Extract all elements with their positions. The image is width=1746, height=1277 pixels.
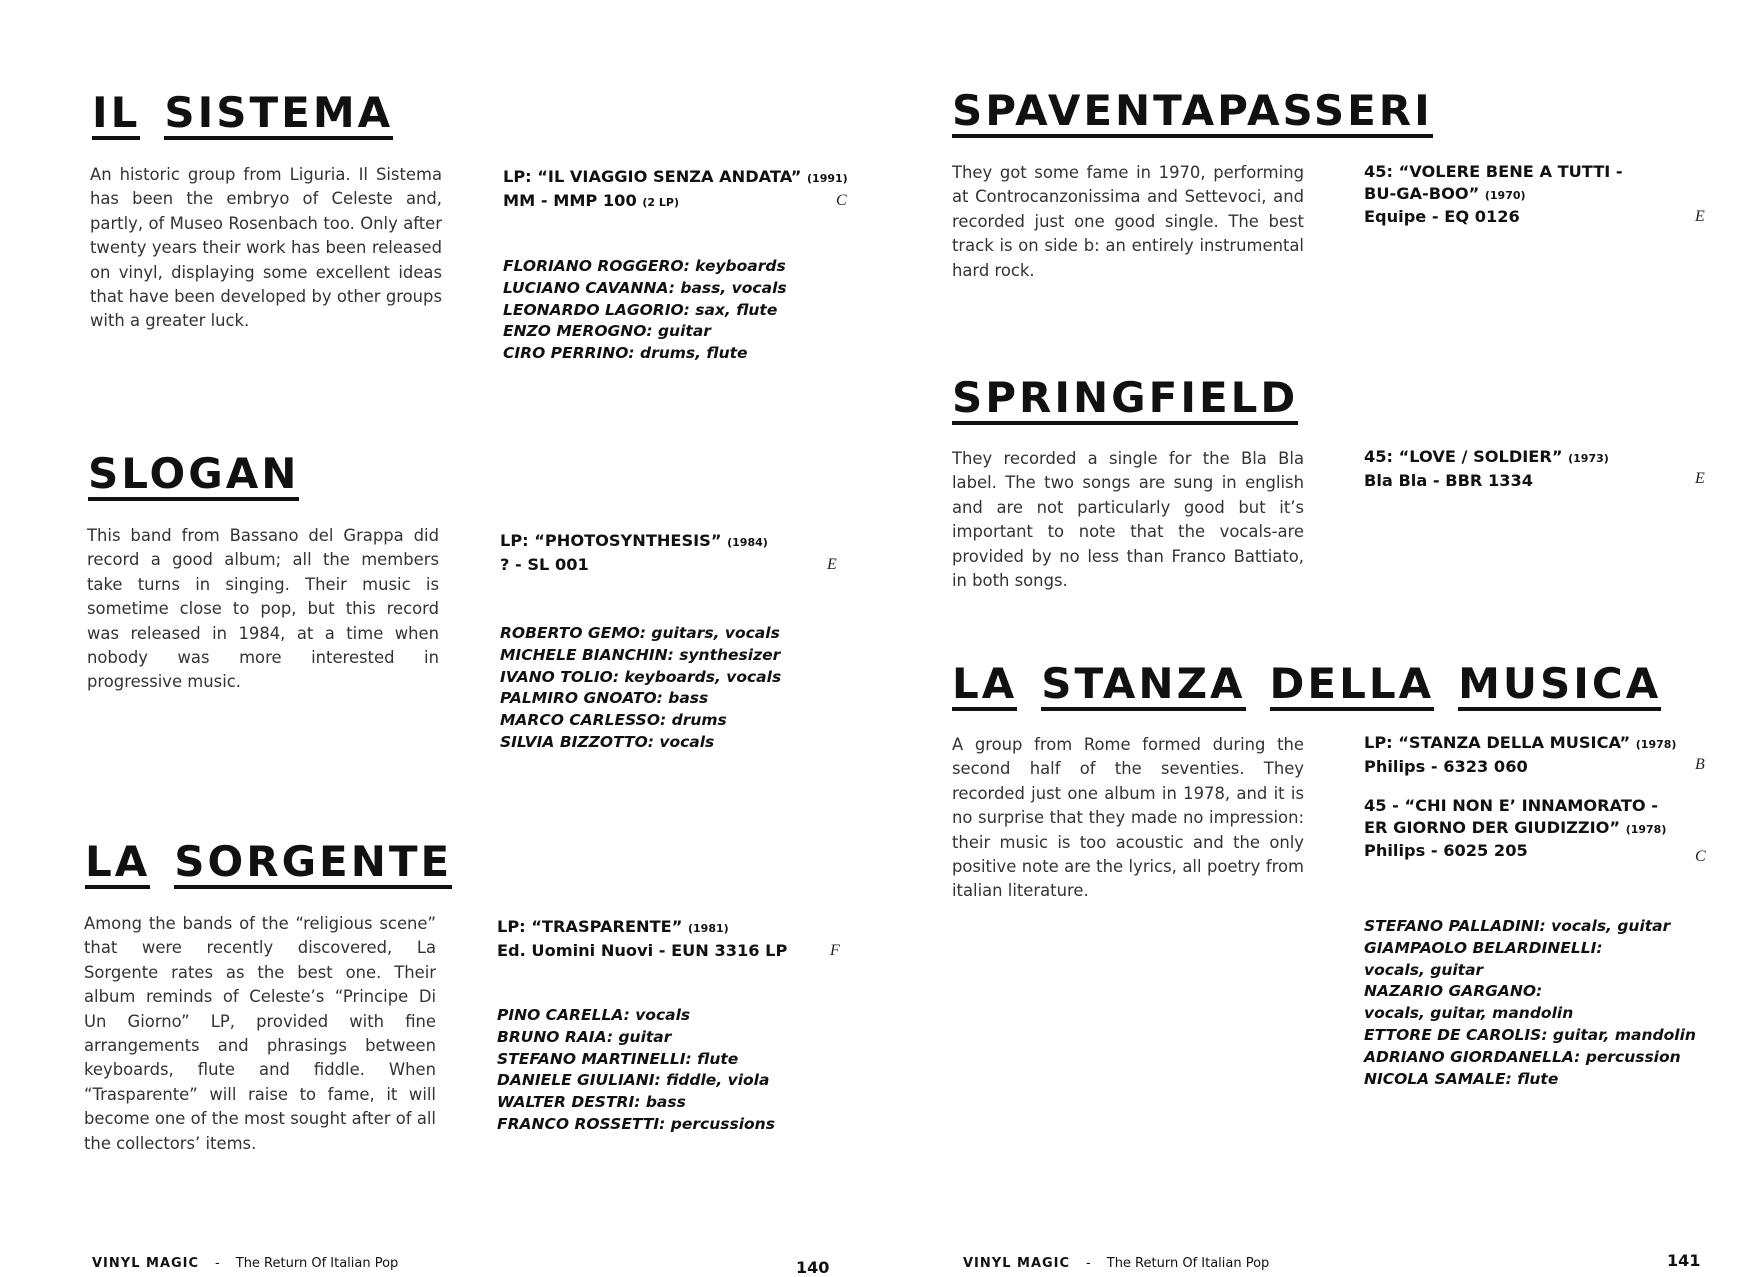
member-line: NAZARIO GARGANO:	[1364, 982, 1543, 1001]
member-line: PALMIRO GNOATO: bass	[500, 689, 709, 708]
footer-left	[92, 1256, 398, 1271]
band-title-slogan	[88, 449, 300, 501]
release-volere-bene	[1364, 161, 1623, 228]
member-line: SILVIA BIZZOTTO: vocals	[500, 732, 715, 751]
members-il-sistema	[503, 256, 787, 365]
release-label: Equipe - EQ 0126	[1364, 207, 1520, 226]
rating-chi-non-e-innamorato: C	[1695, 848, 1706, 865]
member-line: GIAMPAOLO BELARDINELLI:	[1364, 938, 1603, 957]
band-title-il-sistema	[92, 88, 394, 140]
release-year: (1973)	[1568, 452, 1609, 465]
footer-dash: -	[215, 1256, 220, 1271]
footer-brand: VINYL MAGIC	[963, 1256, 1071, 1271]
title-word: LA	[85, 841, 150, 889]
member-line: NICOLA SAMALE: flute	[1364, 1069, 1559, 1088]
member-line: IVANO TOLIO: keyboards, vocals	[500, 667, 782, 686]
member-line: LEONARDO LAGORIO: sax, flute	[503, 300, 778, 319]
title-word: STANZA	[1041, 663, 1245, 711]
footer-brand: VINYL MAGIC	[92, 1256, 200, 1271]
members-la-stanza-della-musica	[1364, 916, 1696, 1090]
title-word: SPAVENTAPASSERI	[952, 90, 1433, 138]
title-word: DELLA	[1270, 663, 1435, 711]
band-title-spaventapasseri	[952, 86, 1433, 138]
member-line: ETTORE DE CAROLIS: guitar, mandolin	[1364, 1025, 1696, 1044]
release-title: LP: “STANZA DELLA MUSICA”	[1364, 733, 1631, 752]
release-title: 45 - “CHI NON E’ INNAMORATO -	[1364, 796, 1658, 815]
band-description-spaventapasseri: They got some fame in 1970, performing at Controcanzonissima and Settevoci, and recorded just one good single. The best track is on side b: an entirely instrumental hard rock.	[952, 163, 1304, 280]
member-line: STEFANO PALLADINI: vocals, guitar	[1364, 917, 1671, 935]
band-title-springfield	[952, 373, 1299, 425]
release-label: MM - MMP 100	[503, 190, 637, 210]
rating-volere-bene: E	[1695, 208, 1705, 225]
page-number-right: 141	[1667, 1251, 1701, 1270]
member-line: ROBERTO GEMO: guitars, vocals	[500, 624, 780, 642]
rating-love-soldier: E	[1695, 470, 1705, 487]
footer-subtitle: The Return Of Italian Pop	[235, 1256, 399, 1271]
footer-dash: -	[1086, 1256, 1091, 1271]
member-line: ENZO MEROGNO: guitar	[503, 322, 711, 341]
member-line: FRANCO ROSSETTI: percussions	[497, 1114, 775, 1133]
title-word: SORGENTE	[174, 841, 452, 889]
rating-trasparente: F	[830, 942, 840, 959]
member-line: vocals, guitar, mandolin	[1364, 1004, 1574, 1023]
release-label: ? - SL 001	[500, 554, 589, 574]
member-line: STEFANO MARTINELLI: flute	[497, 1049, 739, 1068]
rating-il-viaggio: C	[836, 192, 847, 209]
title-word: MUSICA	[1458, 663, 1661, 711]
right-page	[873, 0, 1746, 1272]
release-stanza-lp	[1364, 732, 1676, 777]
release-year: (1970)	[1484, 188, 1526, 202]
release-year: (1984)	[727, 536, 768, 549]
release-title-cont: BU-GA-BOO”	[1364, 183, 1480, 203]
release-title: LP: “IL VIAGGIO SENZA ANDATA”	[503, 167, 802, 186]
release-chi-non-e-innamorato	[1364, 795, 1676, 862]
members-la-sorgente	[497, 1005, 775, 1136]
release-note: (2 LP)	[642, 195, 679, 209]
release-title: 45: “LOVE / SOLDIER”	[1364, 447, 1563, 466]
band-title-la-sorgente	[85, 837, 453, 889]
title-word: LA	[952, 663, 1017, 711]
release-year: (1981)	[687, 922, 729, 935]
rating-stanza-lp: B	[1695, 756, 1705, 773]
member-line: CIRO PERRINO: drums, flute	[503, 344, 748, 363]
release-title: LP: “TRASPARENTE”	[497, 917, 683, 936]
member-line: vocals, guitar	[1364, 960, 1484, 979]
release-label: Ed. Uomini Nuovi - EUN 3316 LP	[497, 940, 788, 960]
release-il-viaggio	[503, 166, 848, 213]
member-line: WALTER DESTRI: bass	[497, 1093, 686, 1112]
member-line: BRUNO RAIA: guitar	[497, 1027, 672, 1046]
release-label: Philips - 6025 205	[1364, 841, 1528, 860]
release-title: 45: “VOLERE BENE A TUTTI -	[1364, 162, 1623, 181]
title-word: IL	[92, 92, 140, 140]
member-line: MARCO CARLESSO: drums	[500, 711, 727, 730]
title-word: SLOGAN	[88, 453, 299, 501]
release-label: Bla Bla - BBR 1334	[1364, 470, 1534, 490]
release-label: Philips - 6323 060	[1364, 756, 1528, 776]
release-love-soldier	[1364, 446, 1609, 491]
release-trasparente	[497, 916, 787, 961]
member-line: LUCIANO CAVANNA: bass, vocals	[503, 278, 787, 297]
band-description-la-stanza-della-musica: A group from Rome formed during the second half of the seventies. They recorded just one album in 1978, and it is no surprise that they made no impression: their music is too acoustic and the only positive note are the lyrics, all poetry from italian literature.	[952, 735, 1304, 901]
footer-subtitle: The Return Of Italian Pop	[1106, 1256, 1270, 1271]
title-word: SPRINGFIELD	[952, 377, 1298, 425]
band-description-slogan: This band from Bassano del Grappa did record a good album; all the members take turns in singing. Their music is sometime close to pop, but this record was released in 1984, at a time when nobody was more interested in progressive music.	[87, 526, 439, 692]
members-slogan	[500, 623, 781, 754]
footer-right	[963, 1256, 1269, 1271]
release-year: (1991)	[807, 172, 848, 185]
member-line: FLORIANO ROGGERO: keyboards	[503, 257, 786, 275]
member-line: PINO CARELLA: vocals	[497, 1006, 691, 1024]
release-year: (1978)	[1635, 738, 1677, 751]
band-description-la-sorgente: Among the bands of the “religious scene” that were recently discovered, La Sorgente rates as the best one. Their album reminds of Celeste’s “Principe Di Un Giorno” LP, provided with fine arrangements and phrasings between keyboards, flute and fiddle. When “Trasparente” will raise to fame, it will become one of the most sought after of all the collectors’ items.	[84, 914, 436, 1153]
band-description-springfield: They recorded a single for the Bla Bla label. The two songs are sung in english and are not particularly good but it’s important to note that the vocals-are provided by no less than Franco Battiato, in both songs.	[952, 449, 1304, 591]
member-line: ADRIANO GIORDANELLA: percussion	[1364, 1047, 1681, 1066]
page-number-left: 140	[796, 1258, 830, 1277]
band-description-il-sistema: An historic group from Liguria. Il Sistema has been the embryo of Celeste and, partly, of Museo Rosenbach too. Only after twenty years their work has been released on vinyl, displaying some excellent ideas that have been developed by other groups with a greater luck.	[90, 165, 442, 331]
release-title: LP: “PHOTOSYNTHESIS”	[500, 531, 722, 550]
member-line: MICHELE BIANCHIN: synthesizer	[500, 645, 781, 664]
releases-la-stanza	[1364, 732, 1676, 880]
rating-photosynthesis: E	[827, 556, 837, 573]
member-line: DANIELE GIULIANI: fiddle, viola	[497, 1071, 770, 1090]
release-photosynthesis	[500, 530, 768, 575]
title-word: SISTEMA	[164, 92, 393, 140]
band-title-la-stanza-della-musica	[952, 659, 1662, 711]
release-title-cont: ER GIORNO DER GIUDIZZIO”	[1364, 817, 1621, 837]
release-year: (1978)	[1625, 822, 1667, 836]
